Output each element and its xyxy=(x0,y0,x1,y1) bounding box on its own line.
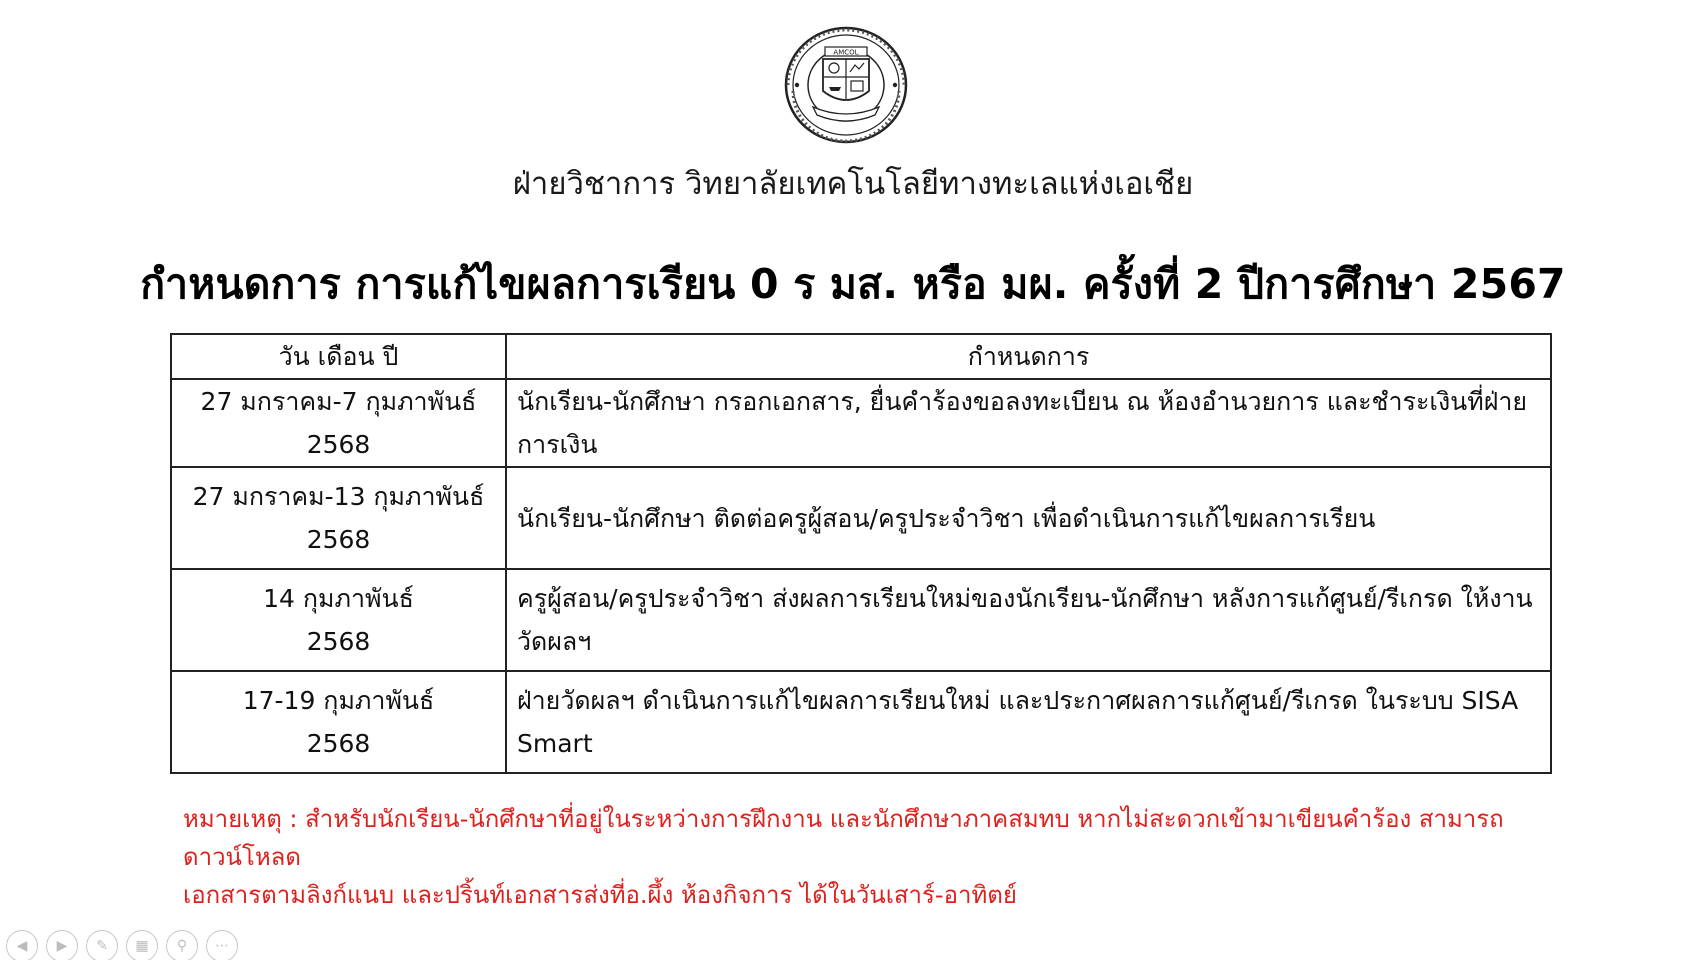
department-name: ฝ่ายวิชาการ วิทยาลัยเทคโนโลยีทางทะเลแห่งเอเชีย xyxy=(512,166,1194,202)
date-range: 14 กุมภาพันธ์ xyxy=(263,584,414,613)
activity-cell: ฝ่ายวัดผลฯ ดำเนินการแก้ไขผลการเรียนใหม่ และประกาศผลการแก้ศูนย์/รีเกรด ในระบบ SISA Smart xyxy=(506,671,1551,773)
college-seal-icon xyxy=(783,25,909,145)
remark-line: เอกสารตามลิงก์แนบ และปริ้นท์เอกสารส่งที่อ.ผึ้ง ห้องกิจการ ได้ในวันเสาร์-อาทิตย์ xyxy=(183,881,1017,909)
column-header-activity: กำหนดการ xyxy=(506,334,1551,379)
date-cell xyxy=(171,569,506,671)
date-range: 27 มกราคม-7 กุมภาพันธ์ xyxy=(200,387,477,416)
schedule-table xyxy=(170,333,1552,774)
pen-tool-button[interactable] xyxy=(86,930,118,960)
svg-text:AMCOL: AMCOL xyxy=(833,48,859,57)
date-range: 17-19 กุมภาพันธ์ xyxy=(242,686,435,715)
date-year: 2568 xyxy=(306,525,371,554)
table-row xyxy=(171,671,1551,773)
table-row xyxy=(171,467,1551,569)
table-row xyxy=(171,569,1551,671)
date-cell xyxy=(171,467,506,569)
table-header-row xyxy=(171,334,1551,379)
magnifier-icon: ⚲ xyxy=(176,938,188,954)
previous-slide-button[interactable] xyxy=(6,930,38,960)
slideshow-controls xyxy=(6,930,238,960)
remark-note xyxy=(183,800,1563,914)
more-icon: ⋯ xyxy=(215,938,229,954)
activity-cell: นักเรียน-นักศึกษา ติดต่อครูผู้สอน/ครูประจำวิชา เพื่อดำเนินการแก้ไขผลการเรียน xyxy=(506,467,1551,569)
remark-line: หมายเหตุ : สำหรับนักเรียน-นักศึกษาที่อยู่ในระหว่างการฝึกงาน และนักศึกษาภาคสมทบ หากไม่สะดวกเข้ามาเขียนคำร้อง สามารถดาวน์โหลด xyxy=(183,805,1504,871)
zoom-button[interactable] xyxy=(166,930,198,960)
date-year: 2568 xyxy=(306,430,371,459)
date-year: 2568 xyxy=(306,627,371,656)
next-slide-button[interactable] xyxy=(46,930,78,960)
date-cell xyxy=(171,671,506,773)
activity-cell: ครูผู้สอน/ครูประจำวิชา ส่งผลการเรียนใหม่ของนักเรียน-นักศึกษา หลังการแก้ศูนย์/รีเกรด ให้งานวัดผลฯ xyxy=(506,569,1551,671)
arrow-left-icon: ◀ xyxy=(16,938,28,954)
page-title: กำหนดการ การแก้ไขผลการเรียน 0 ร มส. หรือ มผ. ครั้งที่ 2 ปีการศึกษา 2567 xyxy=(140,260,1566,308)
column-header-date: วัน เดือน ปี xyxy=(171,334,506,379)
activity-cell: นักเรียน-นักศึกษา กรอกเอกสาร, ยื่นคำร้องขอลงทะเบียน ณ ห้องอำนวยการ และชำระเงินที่ฝ่ายการเงิน xyxy=(506,379,1551,467)
date-range: 27 มกราคม-13 กุมภาพันธ์ xyxy=(192,482,485,511)
more-options-button[interactable] xyxy=(206,930,238,960)
grid-icon: ▦ xyxy=(135,938,149,954)
pen-icon: ✎ xyxy=(96,938,108,954)
date-cell xyxy=(171,379,506,467)
date-year: 2568 xyxy=(306,729,371,758)
table-row xyxy=(171,379,1551,467)
slide-overview-button[interactable] xyxy=(126,930,158,960)
arrow-right-icon: ▶ xyxy=(56,938,68,954)
